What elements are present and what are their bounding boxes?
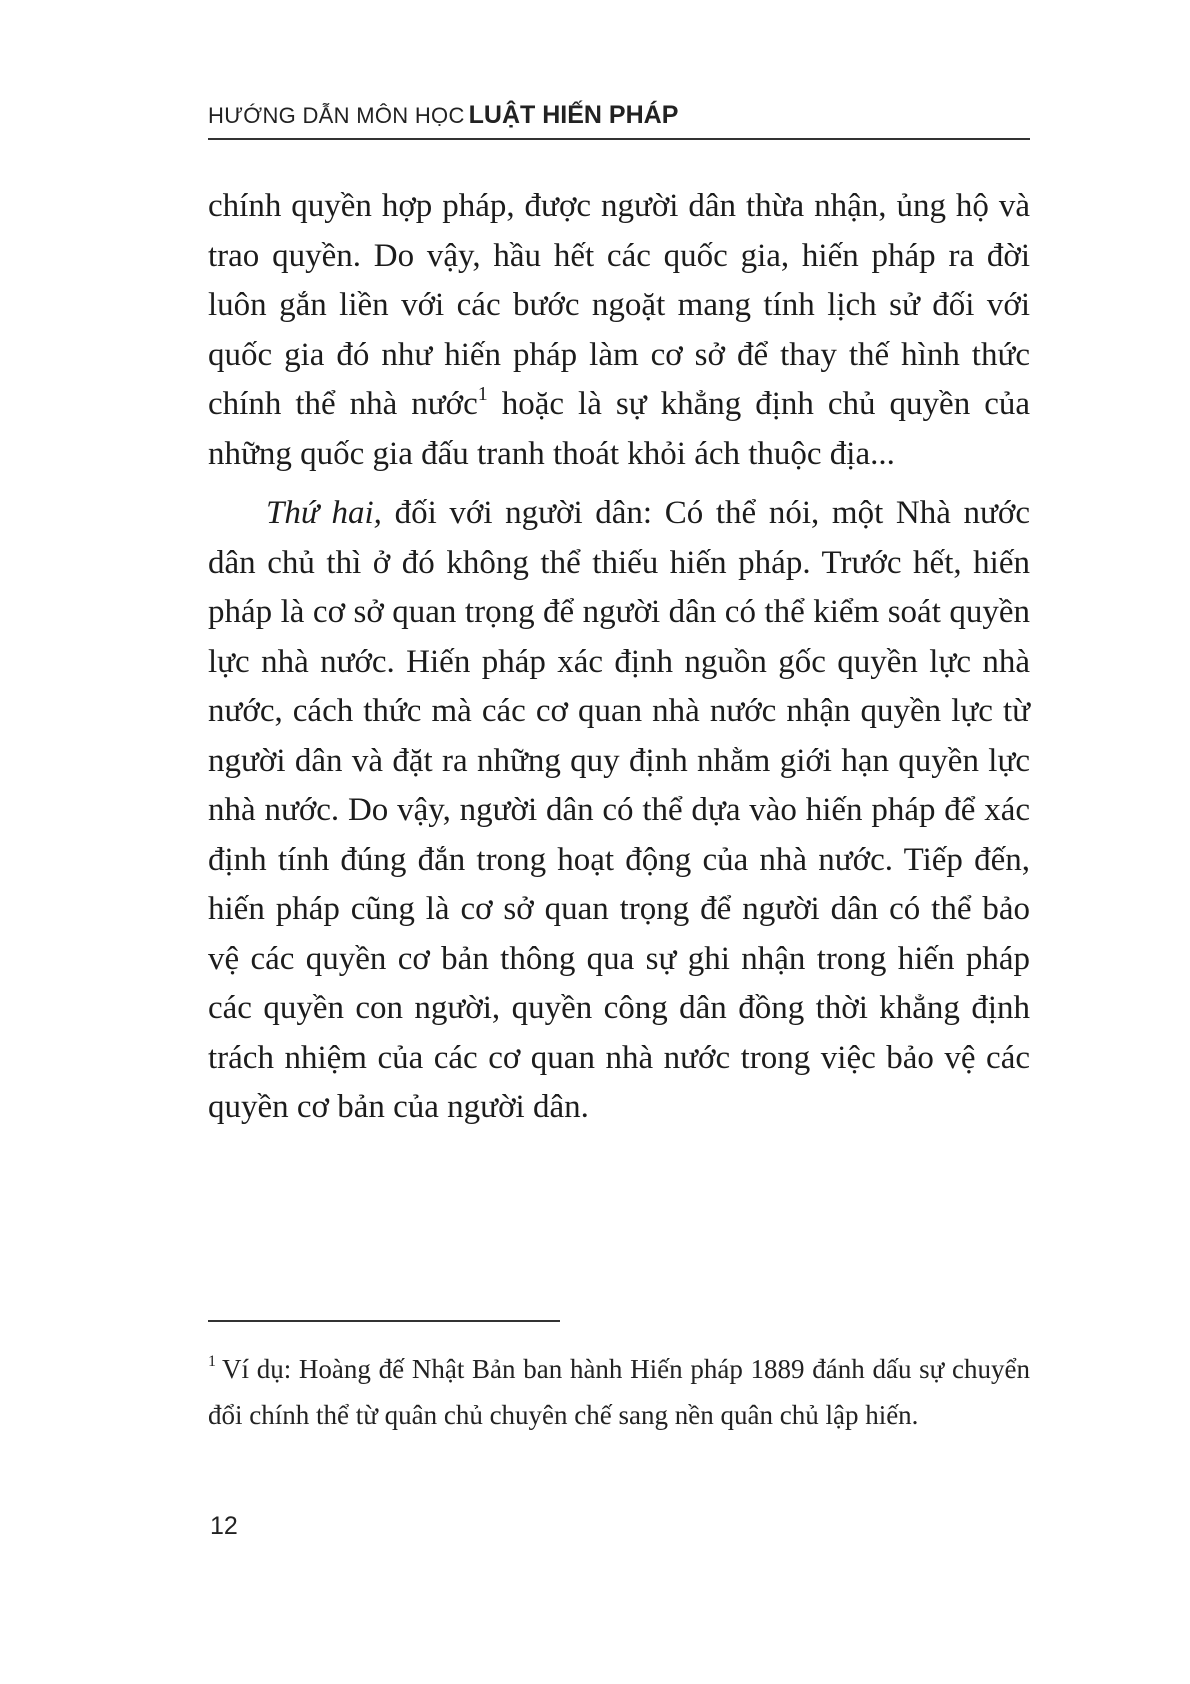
header-rule — [208, 138, 1030, 140]
footnote-marker: 1 — [208, 1353, 216, 1370]
footnote-rule — [208, 1320, 560, 1322]
main-text — [208, 182, 1030, 1133]
paragraph-2-lead: Thứ hai, — [266, 495, 382, 531]
header-subject: LUẬT HIẾN PHÁP — [468, 101, 679, 129]
footnote-text: Ví dụ: Hoàng đế Nhật Bản ban hành Hiến pháp 1889 đánh dấu sự chuyển đổi chính thể từ quân chủ chuyên chế sang nền quân chủ lập hiến. — [208, 1354, 1030, 1430]
paragraph-1 — [208, 182, 1030, 479]
paragraph-2 — [208, 489, 1030, 1133]
header-series: HƯỚNG DẪN MÔN HỌC — [208, 103, 465, 128]
footnote-reference: 1 — [477, 383, 488, 405]
paragraph-1-text: chính quyền hợp pháp, được người dân thừa nhận, ủng hộ và trao quyền. Do vậy, hầu hết các quốc gia, hiến pháp ra đời luôn gắn liền với các bước ngoặt mang tính lịch sử đối với quốc gia đó như hiến pháp làm cơ sở để thay thế hình thức chính thể nhà nước — [208, 188, 1030, 422]
running-header — [208, 92, 1030, 140]
header-title — [208, 101, 678, 130]
paragraph-2-text: đối với người dân: Có thể nói, một Nhà nước dân chủ thì ở đó không thể thiếu hiến pháp. Trước hết, hiến pháp là cơ sở quan trọng để người dân có thể kiểm soát quyền lực nhà nước. Hiến pháp xác định nguồn gốc quyền lực nhà nước, cách thức mà các cơ quan nhà nước nhận quyền lực từ người dân và đặt ra những quy định nhằm giới hạn quyền lực nhà nước. Do vậy, người dân có thể dựa vào hiến pháp để xác định tính đúng đắn trong hoạt động của nhà nước. Tiếp đến, hiến pháp cũng là cơ sở quan trọng để người dân có thể bảo vệ các quyền cơ bản thông qua sự ghi nhận trong hiến pháp các quyền con người, quyền công dân đồng thời khẳng định trách nhiệm của các cơ quan nhà nước trong việc bảo vệ các quyền cơ bản của người dân. — [208, 495, 1030, 1125]
page-number: 12 — [210, 1512, 238, 1540]
paragraph-1-tail: hoặc là sự khẳng định chủ quyền của những quốc gia đấu tranh thoát khỏi ách thuộc địa... — [208, 386, 1030, 472]
footnote — [208, 1346, 1030, 1438]
